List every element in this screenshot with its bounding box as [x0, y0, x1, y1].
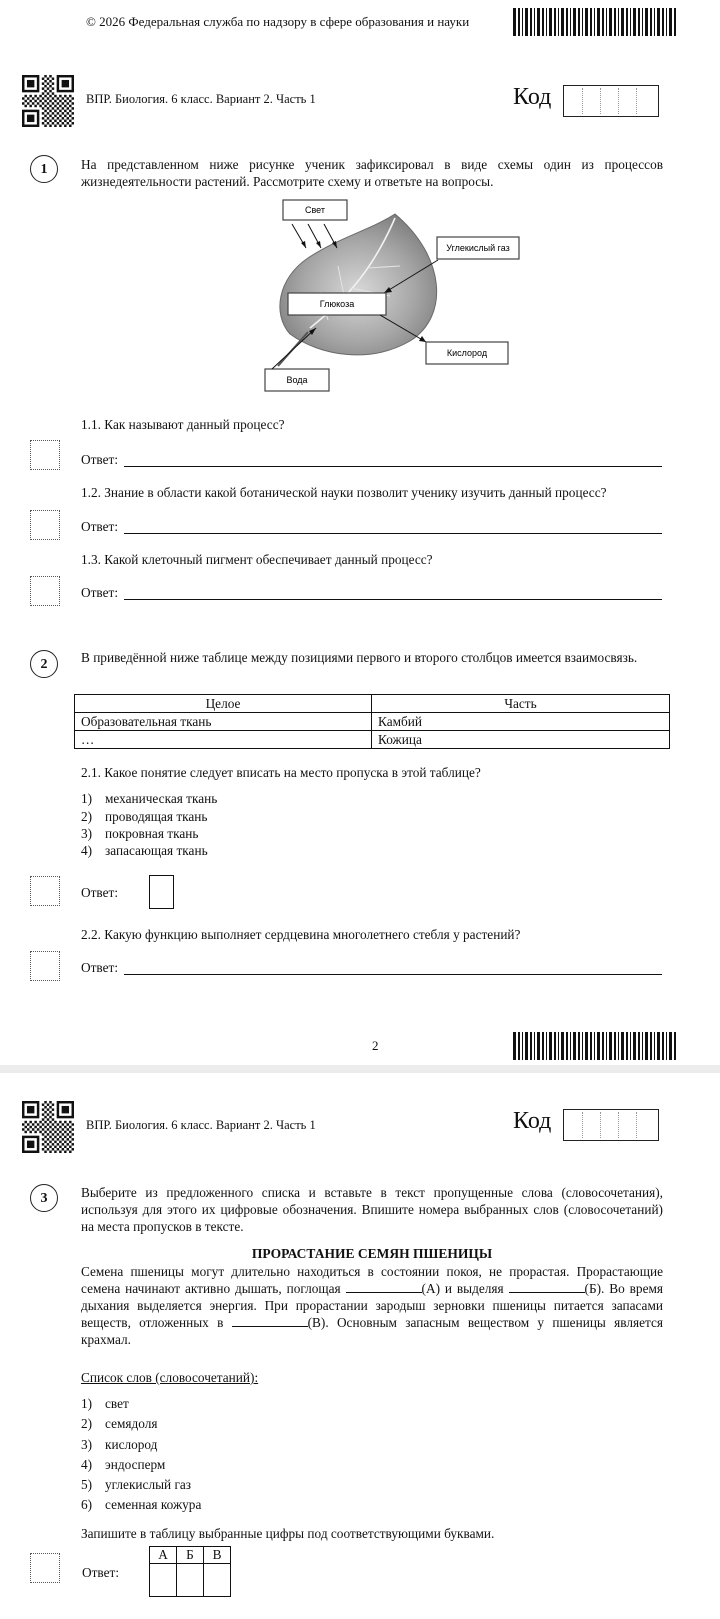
word-item: 5) углекислый газ [81, 1477, 192, 1492]
letter-a: А [150, 1547, 177, 1564]
answer-label: Ответ: [81, 452, 119, 467]
blank-b[interactable] [509, 1281, 585, 1293]
score-box-2-1[interactable] [30, 876, 60, 906]
answer-label: Ответ: [81, 585, 119, 600]
label-water: Вода [286, 375, 308, 385]
qr-code [22, 1101, 74, 1153]
letter-c: В [204, 1547, 231, 1564]
answer-line-1-3[interactable] [124, 599, 662, 600]
photosynthesis-diagram [250, 196, 530, 410]
question-1-3: 1.3. Какой клеточный пигмент обеспечивает данный процесс? [81, 552, 433, 567]
leaf-icon [280, 214, 437, 355]
qr-code [22, 75, 74, 127]
label-light: Свет [304, 205, 326, 215]
answer-cell-c[interactable] [204, 1564, 231, 1597]
text-heading: ПРОРАСТАНИЕ СЕМЯН ПШЕНИЦЫ [251, 1246, 493, 1261]
task-3-text: Семена пшеницы могут длительно находиться в состоянии покоя, не прорастая. Прорастающие семена начинают активно дышать, поглощая (А) и выделяя (Б). Во время дыхания выделяется энергия. При прорастании зародыш зерновки пшеницы питается запасами веществ, отложенных в (В). Основным запасным веществом у пшеницы является крахмал. [81, 1264, 664, 1347]
answer-label: Ответ: [82, 1565, 120, 1580]
table-cell: Образовательная ткань [75, 713, 372, 731]
score-box-2-2[interactable] [30, 951, 60, 981]
score-box-1-3[interactable] [30, 576, 60, 606]
answer-line-2-2[interactable] [124, 974, 662, 975]
letter-answer-table [149, 1546, 231, 1597]
label-glucose: Глюкоза [319, 299, 355, 309]
label-co2: Углекислый газ [446, 243, 510, 253]
answer-label: Ответ: [81, 519, 119, 534]
table-header: Часть [372, 695, 670, 713]
blank-a[interactable] [346, 1281, 422, 1293]
word-item: 4) эндосперм [81, 1457, 166, 1472]
header-title: ВПР. Биология. 6 класс. Вариант 2. Часть 1 [86, 92, 316, 106]
option-item: 3) покровная ткань [81, 826, 199, 841]
option-item: 2) проводящая ткань [81, 809, 208, 824]
option-item: 1) механическая ткань [81, 791, 218, 806]
label-oxygen: Кислород [446, 348, 488, 358]
table-header: Целое [75, 695, 372, 713]
question-2-2: 2.2. Какую функцию выполняет сердцевина многолетнего стебля у растений? [81, 927, 521, 942]
task-3-intro: Выберите из предложенного списка и вставьте в текст пропущенные слова (словосочетания), используя для этого их цифровые обозначения. Впишите номера выбранных слов (словосочетаний) на места пропусков в тексте. [81, 1185, 663, 1234]
task-2-intro: В приведённой ниже таблице между позициями первого и второго столбцов имеется взаимосвязь. [81, 650, 638, 665]
kod-label: Код [513, 84, 552, 110]
barcode-top [513, 8, 677, 36]
table-cell: Кожица [372, 731, 670, 749]
copyright-notice: © 2026 Федеральная служба по надзору в сфере образования и науки [86, 14, 470, 29]
answer-box-2-1[interactable] [149, 875, 174, 909]
question-1-1: 1.1. Как называют данный процесс? [81, 417, 285, 432]
task-1-number: 1 [30, 155, 58, 183]
task-1-intro: На представленном ниже рисунке ученик зафиксировал в виде схемы один из процессов жизнедеятельности растений. Рассмотрите схему и ответьте на вопросы. [81, 157, 663, 189]
word-item: 2) семядоля [81, 1416, 158, 1431]
page-2 [0, 1073, 720, 1619]
option-item: 4) запасающая ткань [81, 843, 208, 858]
word-item: 1) свет [81, 1396, 129, 1411]
relation-table [74, 694, 670, 749]
blank-c[interactable] [232, 1315, 308, 1327]
kod-input[interactable] [563, 1109, 659, 1141]
instruction-text: Запишите в таблицу выбранные цифры под соответствующими буквами. [81, 1526, 495, 1541]
question-1-2: 1.2. Знание в области какой ботанической науки позволит ученику изучить данный процесс? [81, 485, 607, 500]
question-2-1: 2.1. Какое понятие следует вписать на место пропуска в этой таблице? [81, 765, 481, 780]
answer-cell-b[interactable] [177, 1564, 204, 1597]
header-title: ВПР. Биология. 6 класс. Вариант 2. Часть 1 [86, 1118, 316, 1132]
answer-line-1-1[interactable] [124, 466, 662, 467]
barcode-bottom [513, 1032, 677, 1060]
letter-b: Б [177, 1547, 204, 1564]
kod-label: Код [513, 1108, 552, 1134]
answer-label: Ответ: [81, 885, 119, 900]
task-3-number: 3 [30, 1184, 58, 1212]
answer-label: Ответ: [81, 960, 119, 975]
word-item: 6) семенная кожура [81, 1497, 202, 1512]
table-cell: … [75, 731, 372, 749]
task-2-number: 2 [30, 650, 58, 678]
word-list-title: Список слов (словосочетаний): [81, 1370, 259, 1385]
word-item: 3) кислород [81, 1437, 158, 1452]
score-box-3[interactable] [30, 1553, 60, 1583]
answer-cell-a[interactable] [150, 1564, 177, 1597]
score-box-1-2[interactable] [30, 510, 60, 540]
score-box-1-1[interactable] [30, 440, 60, 470]
table-cell: Камбий [372, 713, 670, 731]
answer-line-1-2[interactable] [124, 533, 662, 534]
page-number: 2 [372, 1038, 379, 1053]
kod-input[interactable] [563, 85, 659, 117]
